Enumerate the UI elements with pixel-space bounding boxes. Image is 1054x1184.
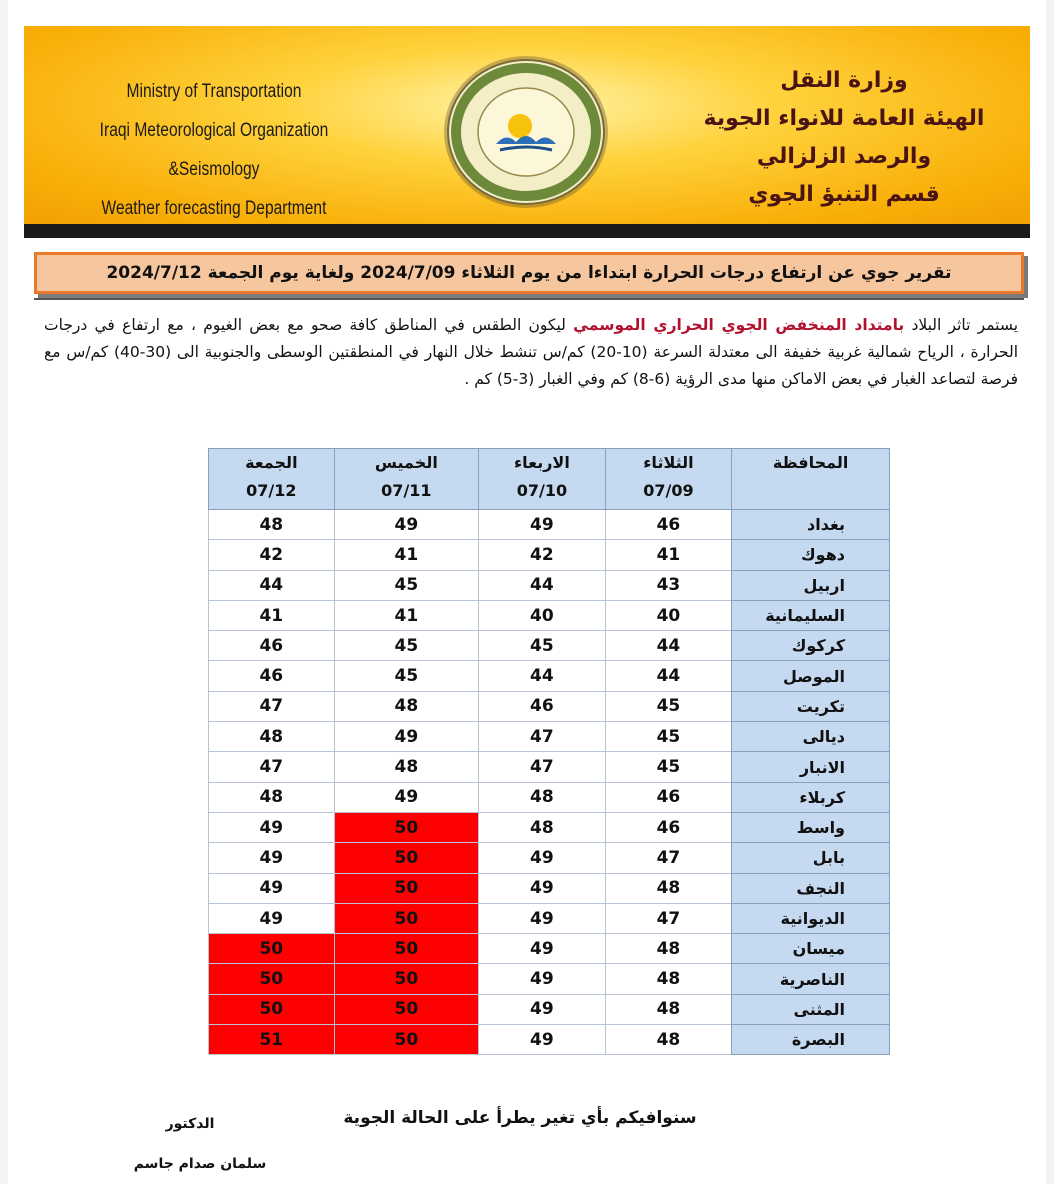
day-name: الاربعاء	[513, 453, 570, 472]
temperature-cell: 47	[605, 843, 732, 873]
temperature-cell: 49	[479, 964, 606, 994]
temperature-cell: 50	[334, 812, 479, 842]
temperature-cell: 49	[479, 1025, 606, 1055]
table-row	[209, 964, 890, 994]
en-line-department: Weather forecasting Department	[101, 198, 327, 219]
temperature-cell: 51	[209, 1025, 335, 1055]
temperature-cell: 49	[479, 934, 606, 964]
forecast-paragraph	[44, 312, 1018, 393]
temperature-cell: 44	[605, 631, 732, 661]
temperature-cell: 50	[209, 934, 335, 964]
temperature-cell: 49	[479, 510, 606, 540]
temperature-cell: 44	[209, 570, 335, 600]
temperature-cell: 47	[605, 903, 732, 933]
temperature-cell: 41	[209, 600, 335, 630]
province-cell: النجف	[732, 873, 890, 903]
province-cell: السليمانية	[732, 600, 890, 630]
temperature-cell: 42	[209, 540, 335, 570]
day-name: الخميس	[374, 453, 438, 472]
table-row	[209, 1025, 890, 1055]
temperature-cell: 50	[334, 873, 479, 903]
province-cell: الديوانية	[732, 903, 890, 933]
temperature-cell: 48	[605, 994, 732, 1024]
temperature-cell: 40	[479, 600, 606, 630]
temperature-cell: 48	[605, 934, 732, 964]
temperature-cell: 46	[605, 510, 732, 540]
temperature-cell: 49	[479, 903, 606, 933]
temperature-cell: 49	[209, 812, 335, 842]
province-cell: اربيل	[732, 570, 890, 600]
temperature-cell: 45	[334, 631, 479, 661]
table-row	[209, 843, 890, 873]
province-cell: المثنى	[732, 994, 890, 1024]
temperature-cell: 48	[209, 782, 335, 812]
temperature-cell: 50	[334, 934, 479, 964]
table-row	[209, 722, 890, 752]
province-cell: الناصرية	[732, 964, 890, 994]
table-header-row	[209, 449, 890, 510]
signatory-title: الدكتور	[165, 1116, 215, 1132]
temperature-cell: 45	[334, 570, 479, 600]
temperature-cell: 45	[605, 691, 732, 721]
temperature-cell: 48	[605, 873, 732, 903]
temperature-cell: 49	[479, 873, 606, 903]
organization-logo	[440, 52, 612, 212]
temperature-cell: 45	[605, 752, 732, 782]
temperature-cell: 48	[334, 752, 479, 782]
table-row	[209, 661, 890, 691]
province-cell: بابل	[732, 843, 890, 873]
day-column-header	[479, 449, 606, 510]
en-line-organization: Iraqi Meteorological Organization &Seismology	[99, 120, 329, 180]
temperature-cell: 49	[334, 782, 479, 812]
ar-line-department: قسم التنبؤ الجوي	[748, 182, 940, 207]
temperature-cell: 45	[479, 631, 606, 661]
temperature-cell: 46	[209, 631, 335, 661]
province-cell: الموصل	[732, 661, 890, 691]
province-cell: دهوك	[732, 540, 890, 570]
province-header-label: المحافظة	[772, 453, 849, 472]
table-row	[209, 752, 890, 782]
temperature-cell: 50	[334, 903, 479, 933]
temperature-cell: 45	[334, 661, 479, 691]
title-rule	[34, 298, 1024, 300]
province-cell: الانبار	[732, 752, 890, 782]
signatory-name: سلمان صدام جاسم	[133, 1156, 267, 1172]
temperature-cell: 41	[334, 600, 479, 630]
table-row	[209, 691, 890, 721]
temperature-table	[208, 448, 890, 1055]
table-row	[209, 510, 890, 540]
province-column-header	[732, 449, 890, 510]
temperature-cell: 44	[605, 661, 732, 691]
day-date: 07/11	[381, 481, 432, 500]
province-cell: بغداد	[732, 510, 890, 540]
temperature-cell: 49	[209, 843, 335, 873]
temperature-cell: 48	[479, 812, 606, 842]
temperature-cell: 47	[209, 691, 335, 721]
temperature-cell: 41	[334, 540, 479, 570]
temperature-cell: 49	[209, 873, 335, 903]
temperature-cell: 40	[605, 600, 732, 630]
temperature-cell: 48	[605, 1025, 732, 1055]
day-name: الثلاثاء	[643, 453, 694, 472]
ar-line-organization: الهيئة العامة للانواء الجوية والرصد الزلزالي	[703, 106, 985, 169]
day-column-header	[605, 449, 732, 510]
temperature-cell: 49	[479, 994, 606, 1024]
province-cell: كركوك	[732, 631, 890, 661]
temperature-cell: 46	[479, 691, 606, 721]
temperature-cell: 50	[334, 994, 479, 1024]
temperature-cell: 46	[605, 782, 732, 812]
temperature-cell: 48	[605, 964, 732, 994]
intro-text-rest: ليكون الطقس في المناطق كافة صحو مع بعض الغيوم ، مع ارتفاع في درجات الحرارة ، الرياح شمالية غربية خفيفة الى معتدلة السرعة (10-20) كم/س تنشط خلال النهار في المنطقتين الوسطى والجنوبية الى (30-40) كم/س مع فرصة لتصاعد الغبار في بعض الاماكن منها مدى الرؤية (6-8) كم وفي الغبار (3-5) كم .	[44, 316, 1019, 388]
temperature-cell: 49	[479, 843, 606, 873]
temperature-cell: 43	[605, 570, 732, 600]
province-cell: البصرة	[732, 1025, 890, 1055]
temperature-cell: 47	[479, 722, 606, 752]
day-date: 07/12	[246, 481, 297, 500]
table-row	[209, 570, 890, 600]
table-row	[209, 994, 890, 1024]
province-cell: كربلاء	[732, 782, 890, 812]
en-line-ministry: Ministry of Transportation	[126, 81, 302, 102]
table-row	[209, 782, 890, 812]
day-date: 07/09	[643, 481, 694, 500]
day-column-header	[334, 449, 479, 510]
table-row	[209, 934, 890, 964]
temperature-cell: 48	[209, 510, 335, 540]
day-column-header	[209, 449, 335, 510]
intro-highlight: بامتداد المنخفض الجوي الحراري الموسمي	[573, 316, 905, 334]
temperature-cell: 50	[209, 994, 335, 1024]
temperature-cell: 49	[334, 510, 479, 540]
table-body	[209, 510, 890, 1055]
temperature-cell: 48	[334, 691, 479, 721]
day-name: الجمعة	[245, 453, 298, 472]
temperature-cell: 42	[479, 540, 606, 570]
temperature-cell: 44	[479, 661, 606, 691]
table-row	[209, 540, 890, 570]
table-row	[209, 631, 890, 661]
banner-divider	[24, 224, 1030, 238]
temperature-cell: 50	[334, 843, 479, 873]
english-header	[75, 72, 354, 224]
temperature-cell: 47	[209, 752, 335, 782]
table-row	[209, 812, 890, 842]
footer-note: سنوافيكم بأي تغير يطرأ على الحالة الجوية	[343, 1108, 697, 1128]
temperature-cell: 41	[605, 540, 732, 570]
intro-text-start: يستمر تاثر البلاد	[904, 316, 1019, 334]
ar-line-ministry: وزارة النقل	[780, 68, 908, 93]
province-cell: ميسان	[732, 934, 890, 964]
temperature-cell: 50	[334, 964, 479, 994]
arabic-header	[684, 62, 1004, 214]
temperature-cell: 44	[479, 570, 606, 600]
temperature-cell: 46	[605, 812, 732, 842]
temperature-cell: 49	[334, 722, 479, 752]
temperature-cell: 49	[209, 903, 335, 933]
header-banner	[24, 26, 1030, 224]
temperature-cell: 50	[209, 964, 335, 994]
province-cell: واسط	[732, 812, 890, 842]
temperature-cell: 48	[209, 722, 335, 752]
report-title: تقرير جوي عن ارتفاع درجات الحرارة ابتداءا من يوم الثلاثاء 2024/7/09 ولغاية يوم الجمعة 2024/7/12	[34, 252, 1024, 294]
temperature-cell: 47	[479, 752, 606, 782]
table-row	[209, 903, 890, 933]
table-row	[209, 873, 890, 903]
temperature-cell: 45	[605, 722, 732, 752]
province-cell: ديالى	[732, 722, 890, 752]
day-date: 07/10	[516, 481, 568, 500]
province-cell: تكريت	[732, 691, 890, 721]
temperature-cell: 48	[479, 782, 606, 812]
table-row	[209, 600, 890, 630]
temperature-cell: 50	[334, 1025, 479, 1055]
temperature-cell: 46	[209, 661, 335, 691]
